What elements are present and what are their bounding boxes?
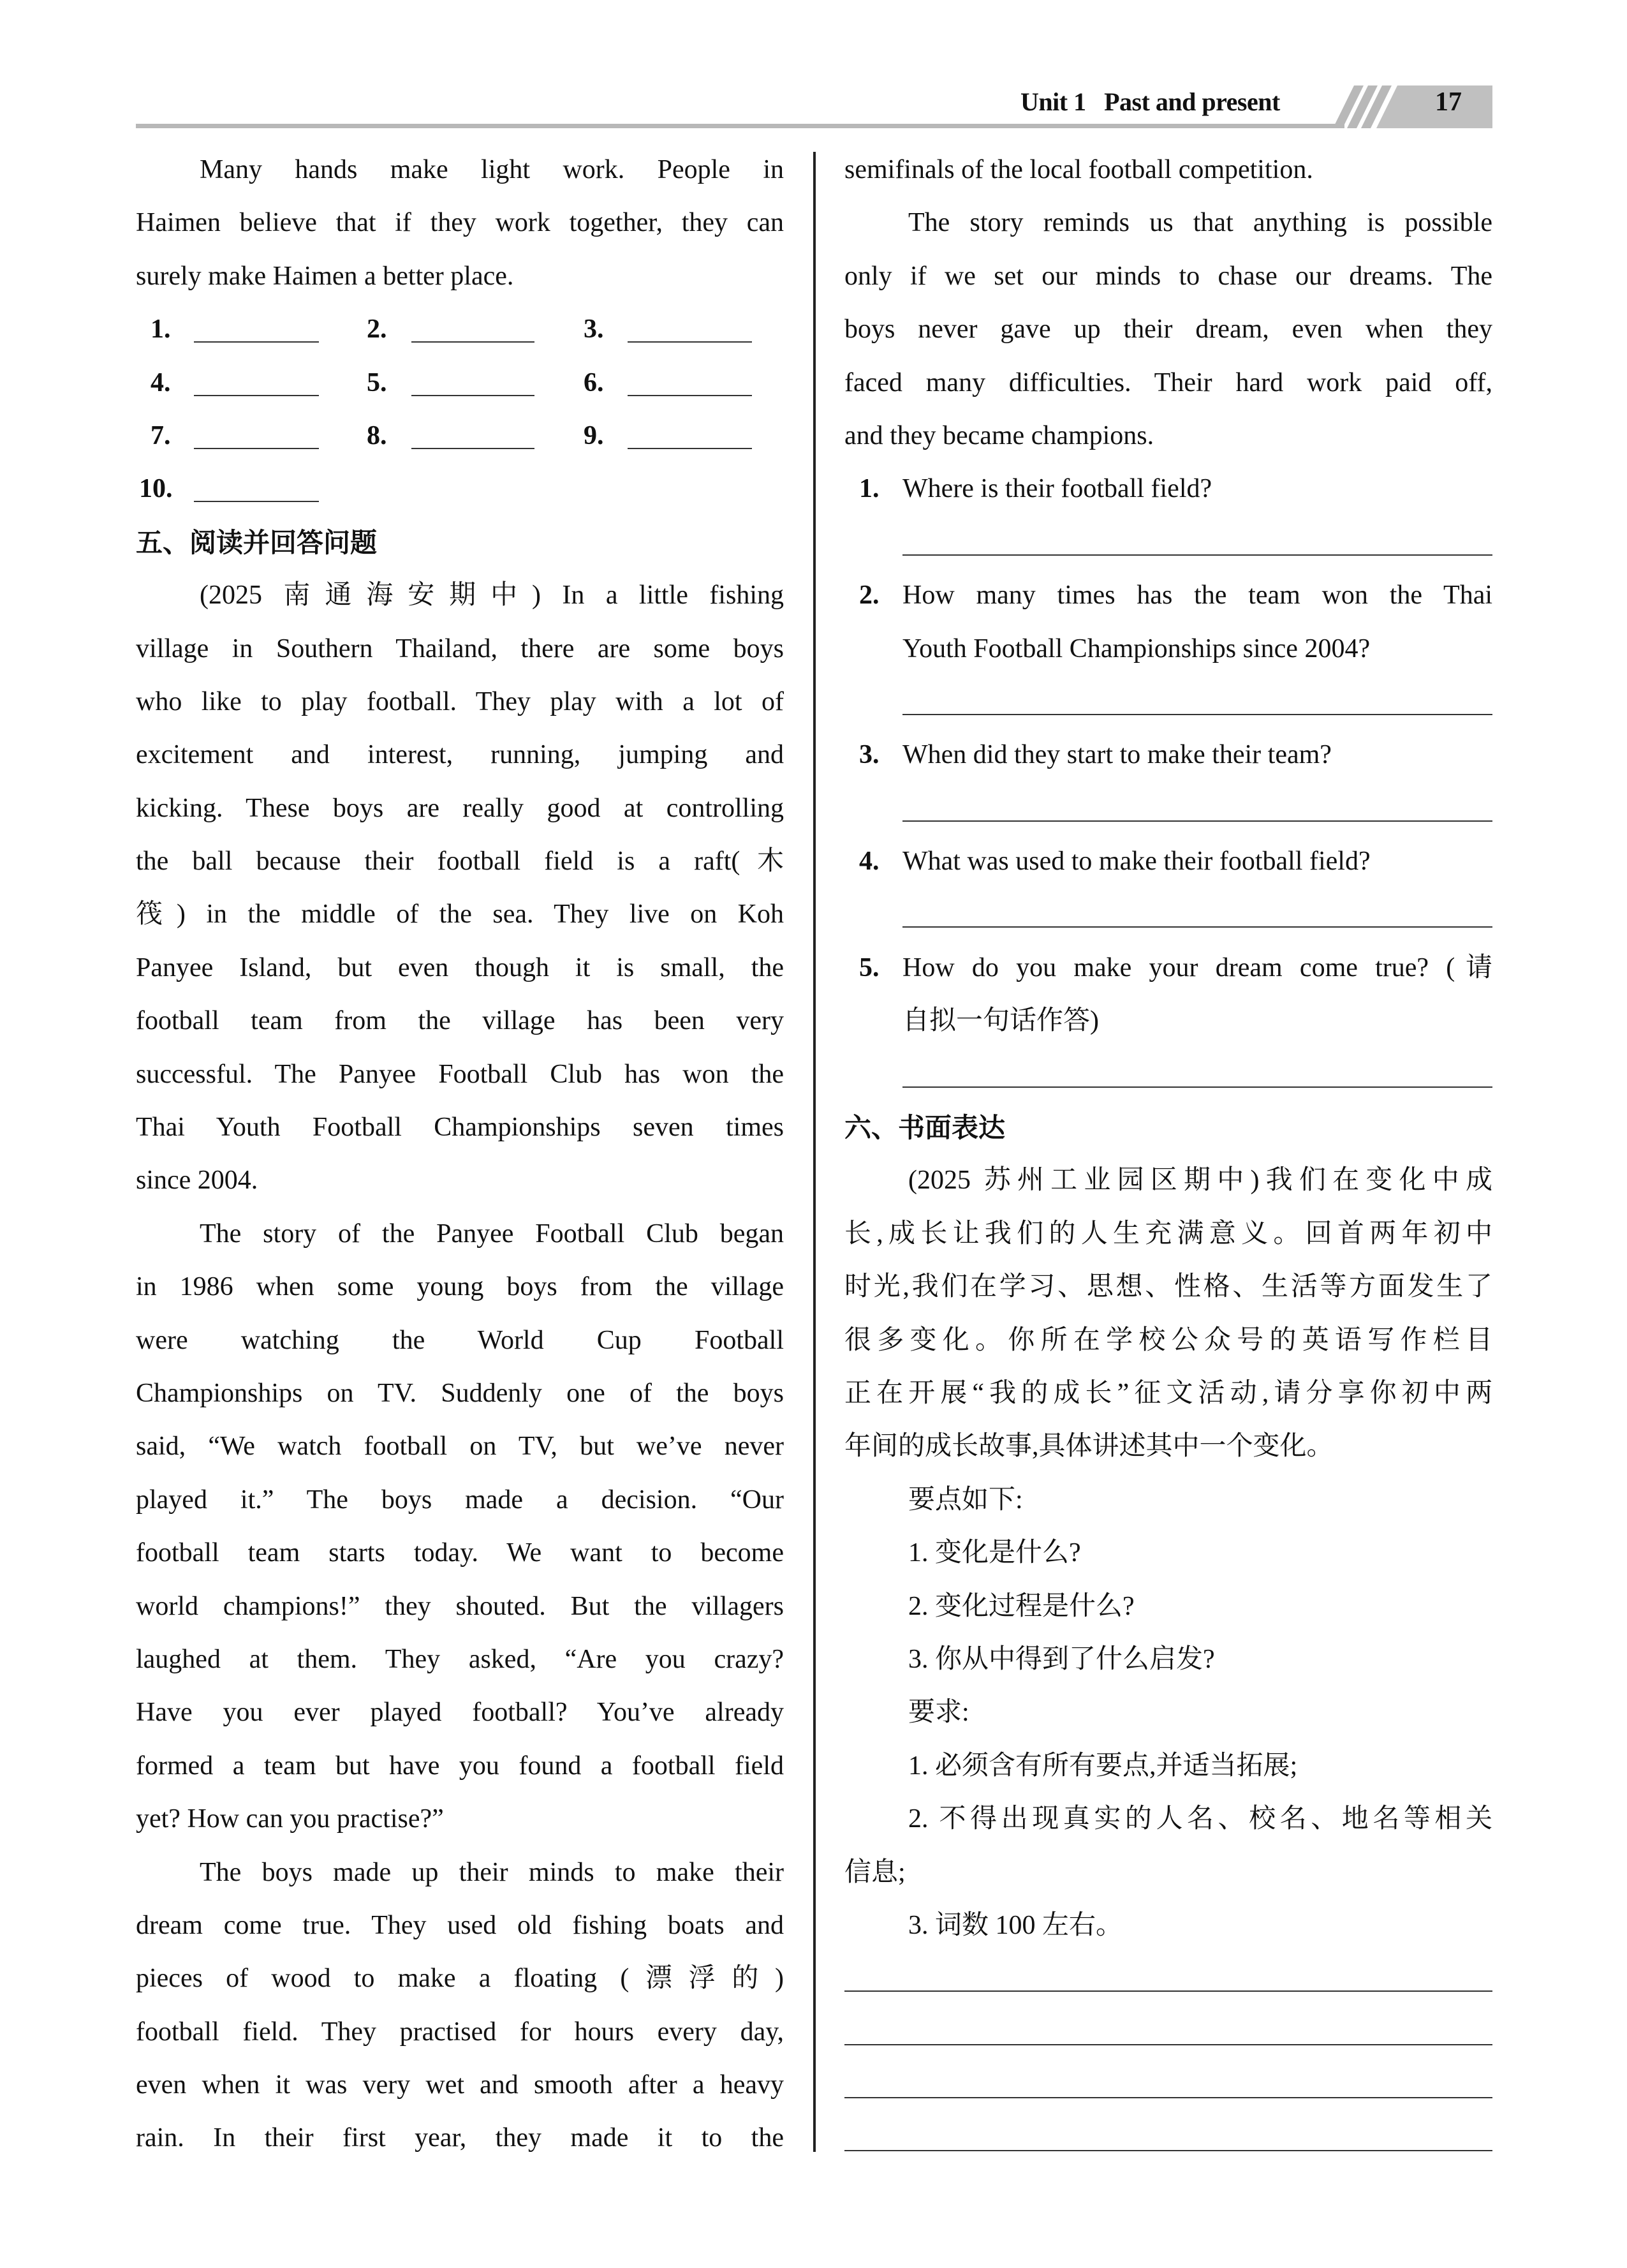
text-line: surely make Haimen a better place. bbox=[136, 261, 514, 291]
question-text: What was used to make their football field? bbox=[902, 847, 1371, 877]
answer-blank[interactable] bbox=[194, 501, 319, 502]
text-line: laughed at them. They asked, “Are you crazy? bbox=[136, 1644, 784, 1674]
text-line: pieces of wood to make a floating (漂浮的) bbox=[136, 1964, 784, 1994]
text-line: and they became champions. bbox=[844, 420, 1154, 450]
blank-row bbox=[136, 303, 784, 356]
answer-line[interactable] bbox=[844, 1048, 1492, 1101]
text-line: 正在开展“我的成长”征文活动,请分享你初中两 bbox=[844, 1378, 1492, 1408]
text-line: the ball because their football field is a raft(木 bbox=[136, 847, 784, 877]
blank-number: 1. bbox=[151, 315, 171, 345]
question-number: 1. bbox=[859, 474, 880, 504]
text-line: village in Southern Thailand, there are some boys bbox=[136, 634, 784, 663]
text-line: 长,成长让我们的人生充满意义。回首两年初中 bbox=[844, 1219, 1492, 1249]
paragraph bbox=[844, 1474, 1492, 1527]
unit-title: Unit 1 Past and present bbox=[1020, 87, 1280, 116]
text-line: dream come true. They used old fishing boats and bbox=[136, 1910, 784, 1940]
answer-underline bbox=[902, 926, 1492, 928]
question-row bbox=[844, 729, 1492, 782]
answer-line[interactable] bbox=[844, 676, 1492, 729]
text-line: played it.” The boys made a decision. “Our bbox=[136, 1485, 784, 1515]
text-line: only if we set our minds to chase our dreams. The bbox=[844, 261, 1492, 291]
text-line: 2. 变化过程是什么? bbox=[908, 1591, 1135, 1621]
blank-number: 9. bbox=[584, 420, 604, 450]
text-line: 很多变化。你所在学校公众号的英语写作栏目 bbox=[844, 1325, 1492, 1355]
question-row bbox=[844, 835, 1492, 888]
writing-underline bbox=[844, 2044, 1492, 2045]
text-line: since 2004. bbox=[136, 1166, 258, 1196]
blank-row bbox=[136, 410, 784, 463]
blank-number: 4. bbox=[151, 367, 171, 397]
answer-line[interactable] bbox=[844, 782, 1492, 835]
text-line: Panyee Island, but even though it is small, the bbox=[136, 952, 784, 982]
paragraph bbox=[844, 144, 1492, 196]
text-line: 1. 变化是什么? bbox=[908, 1538, 1081, 1568]
text-line: 3. 词数 100 左右。 bbox=[908, 1910, 1123, 1940]
question-text: How many times has the team won the Thai bbox=[902, 581, 1492, 611]
question-text: Youth Football Championships since 2004? bbox=[902, 634, 1371, 663]
text-line: 筏) in the middle of the sea. They live on Koh bbox=[136, 900, 784, 930]
text-line: (2025 南通海安期中) In a little fishing bbox=[200, 581, 784, 611]
question-number: 3. bbox=[859, 740, 880, 770]
text-line: football field. They practised for hours every day, bbox=[136, 2017, 784, 2047]
text-line: 时光,我们在学习、思想、性格、生活等方面发生了 bbox=[844, 1272, 1492, 1302]
text-line: Many hands make light work. People in bbox=[200, 155, 784, 184]
writing-underline bbox=[844, 2150, 1492, 2151]
writing-line[interactable] bbox=[844, 2006, 1492, 2059]
paragraph bbox=[844, 196, 1492, 463]
text-line: 要求: bbox=[908, 1698, 969, 1728]
paragraph bbox=[844, 1793, 1492, 1899]
blank-number: 3. bbox=[584, 315, 604, 345]
writing-line[interactable] bbox=[844, 2112, 1492, 2165]
blank-number: 8. bbox=[367, 420, 387, 450]
answer-line[interactable] bbox=[844, 888, 1492, 941]
answer-blank[interactable] bbox=[411, 395, 534, 396]
page-number: 17 bbox=[1435, 87, 1462, 117]
answer-blank[interactable] bbox=[411, 448, 534, 449]
text-line: faced many difficulties. Their hard work paid off, bbox=[844, 367, 1492, 397]
question-row bbox=[844, 463, 1492, 515]
paragraph bbox=[136, 1846, 784, 2165]
question-row bbox=[844, 942, 1492, 995]
question-text: When did they start to make their team? bbox=[902, 740, 1332, 770]
blank-number: 7. bbox=[151, 420, 171, 450]
text-line: 要点如下: bbox=[908, 1485, 1023, 1515]
text-line: Have you ever played football? You’ve already bbox=[136, 1698, 784, 1728]
question-row bbox=[844, 623, 1492, 676]
text-line: The story of the Panyee Football Club began bbox=[200, 1219, 784, 1249]
answer-underline bbox=[902, 1086, 1492, 1088]
answer-blank[interactable] bbox=[194, 395, 319, 396]
answer-blank[interactable] bbox=[194, 448, 319, 449]
text-line: yet? How can you practise?” bbox=[136, 1804, 444, 1834]
answer-underline bbox=[902, 554, 1492, 556]
text-line: formed a team but have you found a football field bbox=[136, 1751, 784, 1781]
answer-underline bbox=[902, 714, 1492, 715]
paragraph bbox=[844, 1527, 1492, 1580]
text-line: football team starts today. We want to become bbox=[136, 1538, 784, 1568]
blank-row bbox=[136, 463, 784, 515]
text-line: boys never gave up their dream, even when they bbox=[844, 315, 1492, 345]
question-row bbox=[844, 569, 1492, 622]
text-line: world champions!” they shouted. But the villagers bbox=[136, 1591, 784, 1621]
text-line: 年间的成长故事,具体讲述其中一个变化。 bbox=[844, 1432, 1334, 1462]
text-line: 2. 不得出现真实的人名、校名、地名等相关 bbox=[908, 1804, 1492, 1834]
text-line: in 1986 when some young boys from the village bbox=[136, 1272, 784, 1302]
blank-number: 2. bbox=[367, 315, 387, 345]
answer-line[interactable] bbox=[844, 516, 1492, 569]
blank-number: 5. bbox=[367, 367, 387, 397]
text-line: The story reminds us that anything is possible bbox=[908, 208, 1492, 238]
paragraph bbox=[136, 569, 784, 1208]
text-line: excitement and interest, running, jumping and bbox=[136, 740, 784, 770]
question-number: 5. bbox=[859, 952, 880, 982]
paragraph bbox=[844, 1154, 1492, 1473]
text-line: were watching the World Cup Football bbox=[136, 1325, 784, 1355]
text-line: 信息; bbox=[844, 1857, 906, 1887]
blank-number: 10. bbox=[139, 474, 173, 504]
text-line: The boys made up their minds to make their bbox=[200, 1857, 784, 1887]
text-line: Haimen believe that if they work together, they can bbox=[136, 208, 784, 238]
text-line: 1. 必须含有所有要点,并适当拓展; bbox=[908, 1751, 1298, 1781]
writing-line[interactable] bbox=[844, 1952, 1492, 2005]
question-text: Where is their football field? bbox=[902, 474, 1212, 504]
column-divider bbox=[813, 152, 816, 2152]
text-line: football team from the village has been very bbox=[136, 1006, 784, 1036]
paragraph bbox=[136, 1208, 784, 1846]
right-column bbox=[844, 144, 1492, 2165]
question-row bbox=[844, 995, 1492, 1048]
text-line: 3. 你从中得到了什么启发? bbox=[908, 1644, 1215, 1674]
text-line: rain. In their first year, they made it to the bbox=[136, 2123, 784, 2153]
question-text: How do you make your dream come true? (请 bbox=[902, 952, 1492, 982]
header-rule bbox=[136, 124, 1344, 128]
blank-row bbox=[136, 357, 784, 410]
paragraph bbox=[844, 1899, 1492, 1952]
paragraph bbox=[844, 1686, 1492, 1739]
text-line: even when it was very wet and smooth after a heavy bbox=[136, 2070, 784, 2100]
paragraph bbox=[844, 1633, 1492, 1686]
question-text: 自拟一句话作答) bbox=[902, 1006, 1099, 1036]
question-number: 2. bbox=[859, 581, 880, 611]
text-line: successful. The Panyee Football Club has won the bbox=[136, 1059, 784, 1089]
answer-underline bbox=[902, 820, 1492, 822]
answer-blank[interactable] bbox=[628, 395, 752, 396]
text-line: semifinals of the local football competition. bbox=[844, 155, 1313, 184]
left-column bbox=[136, 144, 784, 2165]
page-header bbox=[0, 0, 1627, 147]
writing-underline bbox=[844, 2097, 1492, 2098]
text-line: (2025 苏州工业园区期中)我们在变化中成 bbox=[908, 1166, 1492, 1196]
text-line: kicking. These boys are really good at controlling bbox=[136, 793, 784, 823]
page-number-box bbox=[1376, 85, 1492, 128]
section-heading: 五、阅读并回答问题 bbox=[136, 526, 378, 558]
paragraph bbox=[136, 144, 784, 303]
text-line: Thai Youth Football Championships seven times bbox=[136, 1113, 784, 1143]
writing-underline bbox=[844, 1990, 1492, 1992]
answer-blank[interactable] bbox=[628, 341, 752, 343]
answer-blank[interactable] bbox=[411, 341, 534, 343]
paragraph bbox=[844, 1580, 1492, 1633]
text-line: who like to play football. They play with a lot of bbox=[136, 686, 784, 716]
text-line: Championships on TV. Suddenly one of the boys bbox=[136, 1378, 784, 1408]
question-number: 4. bbox=[859, 847, 880, 877]
header-decoration bbox=[0, 0, 1627, 147]
text-line: said, “We watch football on TV, but we’ve never bbox=[136, 1432, 784, 1462]
answer-blank[interactable] bbox=[194, 341, 319, 343]
paragraph bbox=[844, 1740, 1492, 1793]
answer-blank[interactable] bbox=[628, 448, 752, 449]
writing-line[interactable] bbox=[844, 2059, 1492, 2112]
blank-number: 6. bbox=[584, 367, 604, 397]
section-heading: 六、书面表达 bbox=[844, 1112, 1006, 1144]
